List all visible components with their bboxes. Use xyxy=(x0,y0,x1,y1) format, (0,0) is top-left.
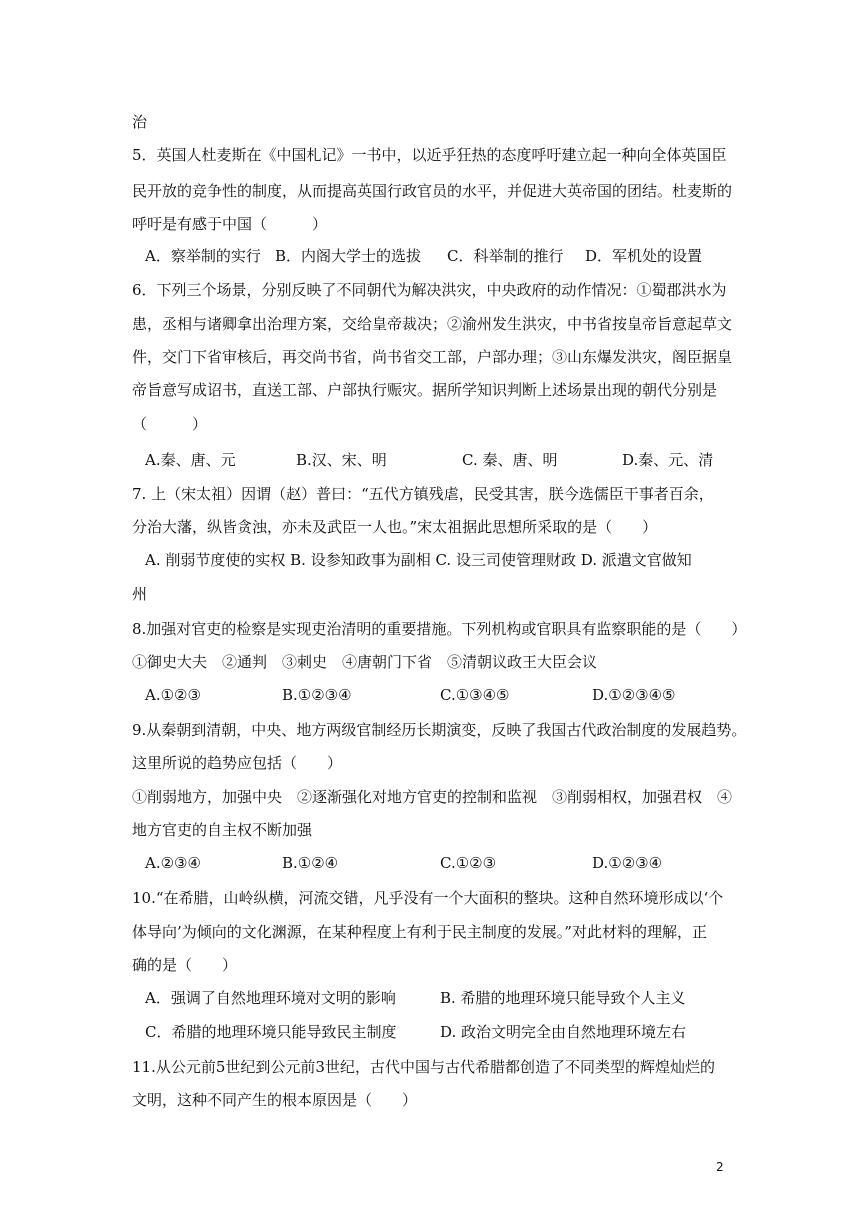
q6-option-a: A.秦、唐、元 xyxy=(145,451,236,469)
q9-option-c: C.①②③ xyxy=(440,854,497,872)
q5-line-1: 5．英国人杜麦斯在《中国札记》一书中，以近乎狂热的态度呼吁建立起一种向全体英国臣 xyxy=(132,146,727,164)
q10-option-c: C．希腊的地理环境只能导致民主制度 xyxy=(145,1023,397,1041)
q5-option-a: A．察举制的实行 xyxy=(145,247,261,265)
q9-option-b: B.①②④ xyxy=(282,854,339,872)
q6-option-b: B.汉、宋、明 xyxy=(296,451,387,469)
q10-line-3: 确的是（ ） xyxy=(132,956,238,974)
q8-option-a: A.①②③ xyxy=(145,686,201,704)
q11-line-1: 11.从公元前5世纪到公元前3世纪，古代中国与古代希腊都创造了不同类型的辉煌灿烂的 xyxy=(132,1058,715,1076)
q10-option-a: A．强调了自然地理环境对文明的影响 xyxy=(145,989,396,1007)
q6-option-c: C. 秦、唐、明 xyxy=(462,451,558,469)
q7-tail: 州 xyxy=(132,585,148,603)
q5-option-b: B．内阁大学士的选拔 xyxy=(275,247,422,265)
q6-line-5: （ ） xyxy=(132,415,208,433)
q9-option-d: D.①②③④ xyxy=(592,854,663,872)
q6-line-3: 件，交门下省审核后，再交尚书省，尚书省交工部，户部办理；③山东爆发洪灾，阁臣据皇 xyxy=(132,348,733,366)
q5-option-c: C．科举制的推行 xyxy=(447,247,564,265)
q8-line-2: ①御史大夫 ②通判 ③刺史 ④唐朝门下省 ⑤清朝议政王大臣会议 xyxy=(132,653,598,671)
q6-line-1: 6．下列三个场景，分别反映了不同朝代为解决洪灾，中央政府的动作情况：①蜀郡洪水为 xyxy=(132,281,727,299)
q9-line-2: 这里所说的趋势应包括（ ） xyxy=(132,754,343,772)
page-number: 2 xyxy=(716,1160,724,1174)
q5-line-3: 呼吁是有感于中国（ ） xyxy=(132,215,328,233)
q10-option-b: B. 希腊的地理环境只能导致个人主义 xyxy=(440,989,686,1007)
q8-line-1: 8.加强对官吏的检察是实现吏治清明的重要措施。下列机构或官职具有监察职能的是（ ） xyxy=(132,620,747,638)
q9-line-1: 9.从秦朝到清朝，中央、地方两级官制经历长期演变，反映了我国古代政治制度的发展趋势。 xyxy=(132,721,747,739)
q8-option-c: C.①③④⑤ xyxy=(440,686,510,704)
intro-tail: 治 xyxy=(132,113,148,131)
q6-line-4: 帝旨意写成诏书，直送工部、户部执行赈灾。据所学知识判断上述场景出现的朝代分别是 xyxy=(132,381,718,399)
q11-line-2: 文明，这种不同产生的根本原因是（ ） xyxy=(132,1091,418,1109)
q10-line-1: 10.“在希腊，山岭纵横，河流交错，凡乎没有一个大面积的整块。这种自然环境形成以‘个 xyxy=(132,889,724,907)
q7-line-1: 7. 上（宋太祖）因谓（赵）普曰：“五代方镇残虐，民受其害，朕今选儒臣干事者百余， xyxy=(132,485,714,503)
q8-option-d: D.①②③④⑤ xyxy=(592,686,676,704)
q5-line-2: 民开放的竞争性的制度，从而提高英国行政官员的水平，并促进大英帝国的团结。杜麦斯的 xyxy=(132,182,733,200)
q5-option-d: D．军机处的设置 xyxy=(585,247,703,265)
q6-option-d: D.秦、元、清 xyxy=(622,451,714,469)
q7-options: A. 削弱节度使的实权 B. 设参知政事为副相 C. 设三司使管理财政 D. 派遣文官做知 xyxy=(145,551,692,569)
q7-line-2: 分治大藩，纵皆贪浊，亦未及武臣一人也。”宋太祖据此思想所采取的是（ ） xyxy=(132,518,658,536)
q9-line-3: ①削弱地方，加强中央 ②逐渐强化对地方官吏的控制和监视 ③削弱相权，加强君权 ④ xyxy=(132,788,733,806)
q10-option-d: D. 政治文明完全由自然地理环境左右 xyxy=(440,1023,687,1041)
q8-option-b: B.①②③④ xyxy=(282,686,352,704)
q10-line-2: 体导向’为倾向的文化渊源，在某种程度上有利于民主制度的发展。”对此材料的理解，正 xyxy=(132,923,707,941)
q9-option-a: A.②③④ xyxy=(145,854,201,872)
q9-line-4: 地方官吏的自主权不断加强 xyxy=(132,821,313,839)
q6-line-2: 患，丞相与诸卿拿出治理方案，交给皇帝裁决；②渝州发生洪灾，中书省按皇帝旨意起草文 xyxy=(132,315,733,333)
